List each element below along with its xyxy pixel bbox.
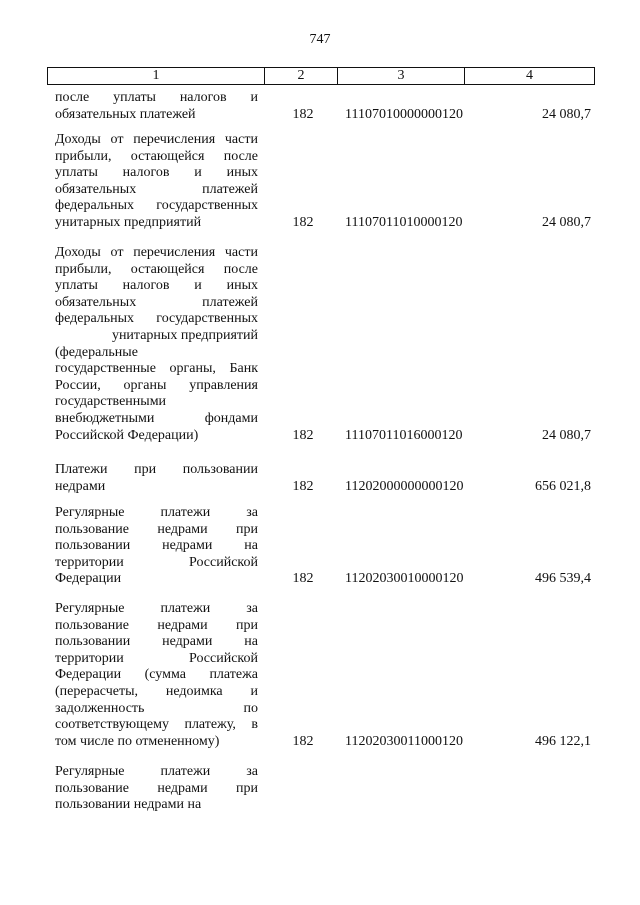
income-name-line: Федерации (сумма платежа (55, 667, 258, 683)
income-name-line: унитарных предприятий (55, 214, 202, 230)
column-header-row (47, 67, 595, 85)
income-name-line: пользовании недрами на (55, 538, 258, 554)
budget-classification-code: 11202000000000120 (345, 478, 464, 494)
admin-code: 182 (292, 427, 314, 443)
income-name-line: территории Российской (55, 650, 258, 666)
income-name-line: прибыли, остающейся после (55, 148, 258, 164)
income-name-line: соответствующему платежу, в (55, 717, 258, 733)
income-name-line: обязательных платежей (55, 181, 258, 197)
budget-classification-code: 11107011016000120 (345, 427, 463, 443)
budget-classification-code: 11107010000000120 (345, 106, 463, 122)
income-name (55, 764, 258, 814)
income-name-line: России, органы управления (55, 377, 258, 393)
income-name (55, 462, 258, 495)
income-name (55, 601, 258, 750)
admin-code: 182 (292, 215, 314, 230)
amount-value: 496 539,4 (535, 571, 591, 587)
income-name-line: пользование недрами при (55, 617, 258, 633)
income-name-line: задолженность по (55, 700, 258, 716)
income-name-line: пользовании недрами на (55, 797, 202, 813)
income-name-line: федеральных государственных (55, 198, 258, 214)
income-name-line: уплаты налогов и иных (55, 165, 258, 181)
income-name-line: Российской Федерации) (55, 427, 199, 443)
column-header-1: 1 (152, 68, 160, 83)
income-name-line: обязательных платежей (55, 294, 258, 310)
column-header-3: 3 (337, 68, 464, 84)
income-name (55, 505, 258, 588)
income-name-line: том числе по отмененному) (55, 733, 220, 749)
admin-code: 182 (292, 571, 314, 587)
income-name (55, 245, 258, 444)
income-name-line: Платежи при пользовании (55, 462, 258, 477)
budget-classification-code: 11202030011000120 (345, 733, 463, 749)
admin-code: 182 (292, 733, 314, 749)
admin-code: 182 (292, 478, 314, 494)
page-number: 747 (309, 32, 331, 47)
income-name-line: унитарных предприятий (111, 327, 258, 343)
admin-code: 182 (292, 106, 314, 122)
amount-value: 496 122,1 (535, 733, 591, 749)
income-name-line: (перерасчеты, недоимка и (55, 683, 258, 699)
income-name-line: территории Российской (55, 554, 258, 570)
column-header-2: 2 (264, 68, 337, 84)
income-name-line: пользовании недрами на (55, 634, 258, 650)
income-name (55, 90, 258, 123)
income-name-line: после уплаты налогов и (55, 90, 258, 105)
income-name-line: прибыли, остающейся после (55, 261, 258, 277)
income-name-line: Регулярные платежи за (55, 601, 258, 616)
amount-value: 24 080,7 (542, 106, 591, 122)
income-name-line: Регулярные платежи за (55, 505, 258, 520)
amount-value: 24 080,7 (542, 215, 591, 230)
income-name-line: Доходы от перечисления части (55, 245, 258, 260)
income-name-line: уплаты налогов и иных (55, 278, 258, 294)
income-name-line: Регулярные платежи за (55, 764, 258, 779)
column-header-4: 4 (464, 68, 594, 84)
income-name-line: обязательных платежей (55, 106, 196, 122)
income-name-line: (федеральные (55, 344, 138, 360)
amount-value: 24 080,7 (542, 427, 591, 443)
income-name (55, 132, 258, 232)
income-name-line: федеральных государственных (55, 311, 258, 327)
budget-classification-code: 11107011010000120 (345, 215, 463, 230)
budget-classification-code: 11202030010000120 (345, 571, 464, 587)
income-name-line: пользование недрами при (55, 780, 258, 796)
amount-value: 656 021,8 (535, 478, 591, 494)
income-name-line: недрами (55, 478, 106, 494)
income-name-line: государственными (55, 394, 167, 410)
income-name-line: Доходы от перечисления части (55, 132, 258, 147)
income-name-line: внебюджетными фондами (55, 410, 258, 426)
income-name-line: Федерации (55, 571, 122, 587)
income-name-line: пользование недрами при (55, 521, 258, 537)
income-name-line: государственные органы, Банк (55, 361, 258, 377)
